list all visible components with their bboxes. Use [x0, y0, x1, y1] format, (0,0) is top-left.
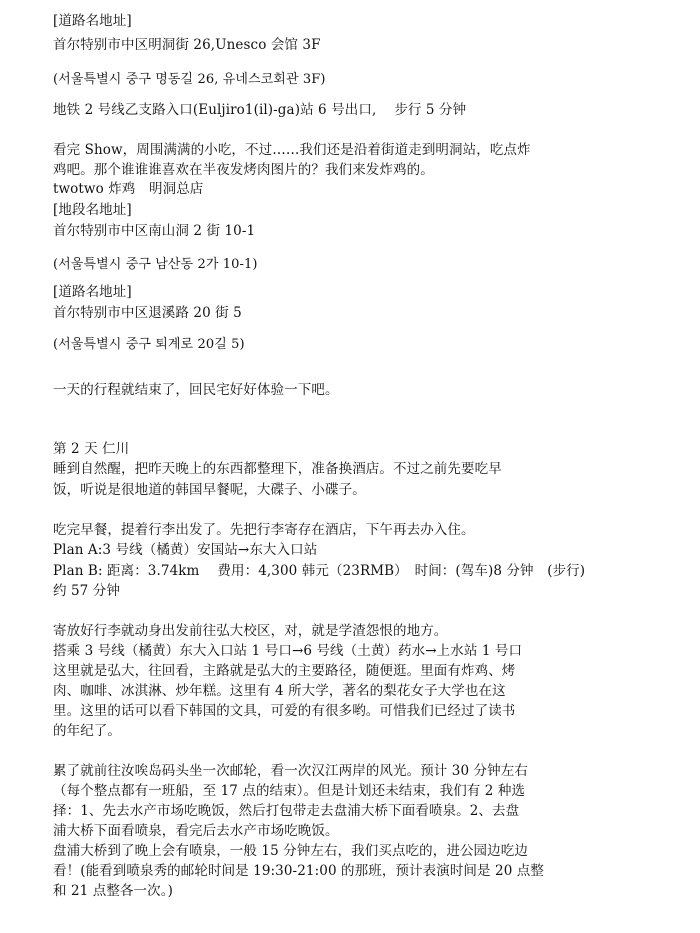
text-line: 鸡吧。那个谁谁谁喜欢在半夜发烤肉图片的？我们来发炸鸡的。	[53, 162, 434, 178]
text-line: 吃完早餐，提着行李出发了。先把行李寄存在酒店，下午再去办入住。	[53, 522, 475, 538]
text-line: （每个整点都有一班船，至 17 点的结束）。但是计划还未结束，我们有 2 种选	[53, 783, 526, 799]
text-line: twotwo 炸鸡 明洞总店	[53, 181, 204, 197]
text-line: 这里就是弘大，往回看，主路就是弘大的主要路径，随便逛。里面有炸鸡、烤	[53, 663, 516, 679]
text-line: 首尔特别市中区退溪路 20 街 5	[53, 305, 242, 321]
section-heading: 第 2 天 仁川	[53, 441, 130, 457]
text-line: 看完 Show，周围满满的小吃，不过……我们还是沿着街道走到明洞站，吃点炸	[53, 142, 531, 158]
text-line: Plan B: 距离：3.74km 费用：4,300 韩元（23RMB） 时间：(驾车)8 分钟 (步行)	[53, 563, 586, 579]
text-line: Plan A:3 号线（橘黄）安国站→东大入口站	[53, 542, 318, 558]
text-line: 择：1、先去水产市场吃晚饭，然后打包带走去盘浦大桥下面看喷泉。2、去盘	[53, 803, 520, 819]
text-line: (서울특별시 중구 명동길 26, 유네스코회관 3F)	[53, 72, 326, 87]
text-line: 盘浦大桥到了晚上会有喷泉，一般 15 分钟左右，我们买点吃的，进公园边吃边	[53, 843, 528, 859]
text-line: 睡到自然醒，把昨天晚上的东西都整理下，准备换酒店。不过之前先要吃早	[53, 461, 502, 477]
text-line: (서울특별시 중구 남산동 2가 10-1)	[53, 257, 258, 272]
text-line: 搭乘 3 号线（橘黄）东大入口站 1 号口→6 号线（土黄）药水→上水站 1 号口	[53, 643, 523, 659]
text-line: 首尔特别市中区明洞街 26,Unesco 会馆 3F	[53, 37, 321, 53]
text-line: 一天的行程就结束了，回民宅好好体验一下吧。	[53, 382, 339, 398]
text-line: [道路名地址]	[53, 284, 132, 300]
text-line: 肉、咖啡、冰淇淋、炒年糕。这里有 4 所大学，著名的梨花女子大学也在这	[53, 683, 506, 699]
text-line: 首尔特别市中区南山洞 2 街 10-1	[53, 223, 256, 239]
text-line: [道路名地址]	[53, 13, 132, 29]
text-line: 寄放好行李就动身出发前往弘大校区，对，就是学渣怨恨的地方。	[53, 623, 448, 639]
text-line: 饭，听说是很地道的韩国早餐呢，大碟子、小碟子。	[53, 482, 366, 498]
text-line: 累了就前往汝唉岛码头坐一次邮轮，看一次汉江两岸的风光。预计 30 分钟左右	[53, 763, 528, 779]
text-line: 和 21 点整各一次。)	[53, 883, 173, 899]
text-line: [地段名地址]	[53, 202, 132, 218]
text-line: 看！(能看到喷泉秀的邮轮时间是 19:30-21:00 的那班，预计表演时间是 20 点整	[53, 863, 544, 879]
text-line: 地铁 2 号线乙支路入口(Euljiro1(il)-ga)站 6 号出口, 步行 5 分钟	[53, 102, 467, 118]
text-line: 的年纪了。	[53, 723, 121, 739]
text-line: (서울특별시 중구 퇴계로 20길 5)	[53, 337, 245, 352]
text-line: 约 57 分钟	[53, 583, 120, 599]
text-line: 浦大桥下面看喷泉，看完后去水产市场吃晚饭。	[53, 823, 339, 839]
text-line: 里。这里的话可以看下韩国的文具，可爱的有很多哟。可惜我们已经过了读书	[53, 703, 516, 719]
